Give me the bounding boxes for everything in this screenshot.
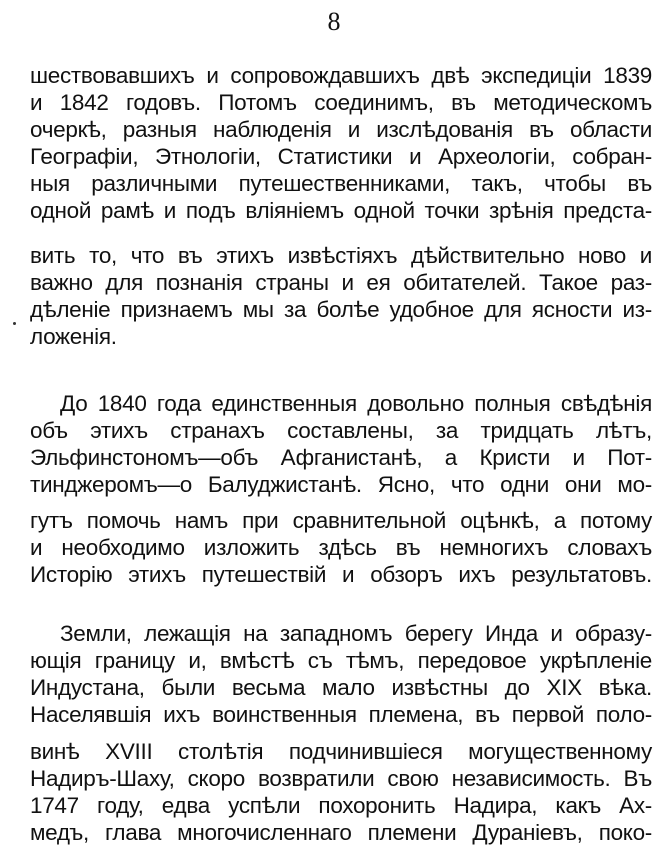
text-line: одной рамѣ и подъ вліяніемъ одной точки зрѣнія предста-	[30, 198, 652, 223]
scan-speck	[13, 322, 16, 325]
text-line: Эльфинстономъ—объ Афганистанѣ, а Кристи и Пот-	[30, 445, 652, 470]
text-line: объ этихъ странахъ составлены, за тридцать лѣтъ,	[30, 418, 652, 443]
text-line: и 1842 годовъ. Потомъ соединимъ, въ методическомъ	[30, 90, 652, 115]
text-line: Надиръ-Шаху, скоро возвратили свою независимость. Въ	[30, 766, 652, 791]
text-line: 1747 году, едва успѣли похоронить Надира, какъ Ах-	[30, 793, 652, 818]
text-line: До 1840 года единственныя довольно полныя свѣдѣнія	[60, 391, 652, 416]
text-line: винѣ XVIII столѣтія подчинившіеся могущественному	[30, 739, 652, 764]
text-line: важно для познанія страны и ея обитателей. Такое раз-	[30, 270, 652, 295]
text-line: Индустана, были весьма мало извѣстны до XIX вѣка.	[30, 675, 652, 700]
text-line: шествовавшихъ и сопровождавшихъ двѣ экспедиціи 1839	[30, 63, 652, 88]
text-line: вить то, что въ этихъ извѣстіяхъ дѣйствительно ново и	[30, 243, 652, 268]
text-line: ныя различными путешественниками, такъ, чтобы въ	[30, 171, 652, 196]
text-line: и необходимо изложить здѣсь въ немногихъ словахъ	[30, 535, 652, 560]
text-line: Земли, лежащія на западномъ берегу Инда и образу-	[60, 621, 652, 646]
text-line: дѣленіе признаемъ мы за болѣе удобное для ясности из-	[30, 297, 652, 322]
text-line: Географіи, Этнологіи, Статистики и Археологіи, собран-	[30, 144, 652, 169]
text-line: гутъ помочь намъ при сравнительной оцѣнкѣ, а потому	[30, 508, 652, 533]
page-number: 8	[327, 7, 341, 36]
text-line: медъ, глава многочисленнаго племени Дураніевъ, поко-	[30, 820, 652, 845]
text-line: очеркѣ, разныя наблюденія и изслѣдованія въ области	[30, 117, 652, 142]
text-line: тинджеромъ—о Балуджистанѣ. Ясно, что одни они мо-	[30, 472, 652, 497]
text-line: ющія границу и, вмѣстѣ съ тѣмъ, передовое укрѣпленіе	[30, 648, 652, 673]
text-line: Исторію этихъ путешествій и обзоръ ихъ результатовъ.	[30, 562, 652, 587]
text-line: Населявшія ихъ воинственныя племена, въ первой поло-	[30, 702, 652, 727]
text-line: ложенія.	[30, 324, 117, 349]
